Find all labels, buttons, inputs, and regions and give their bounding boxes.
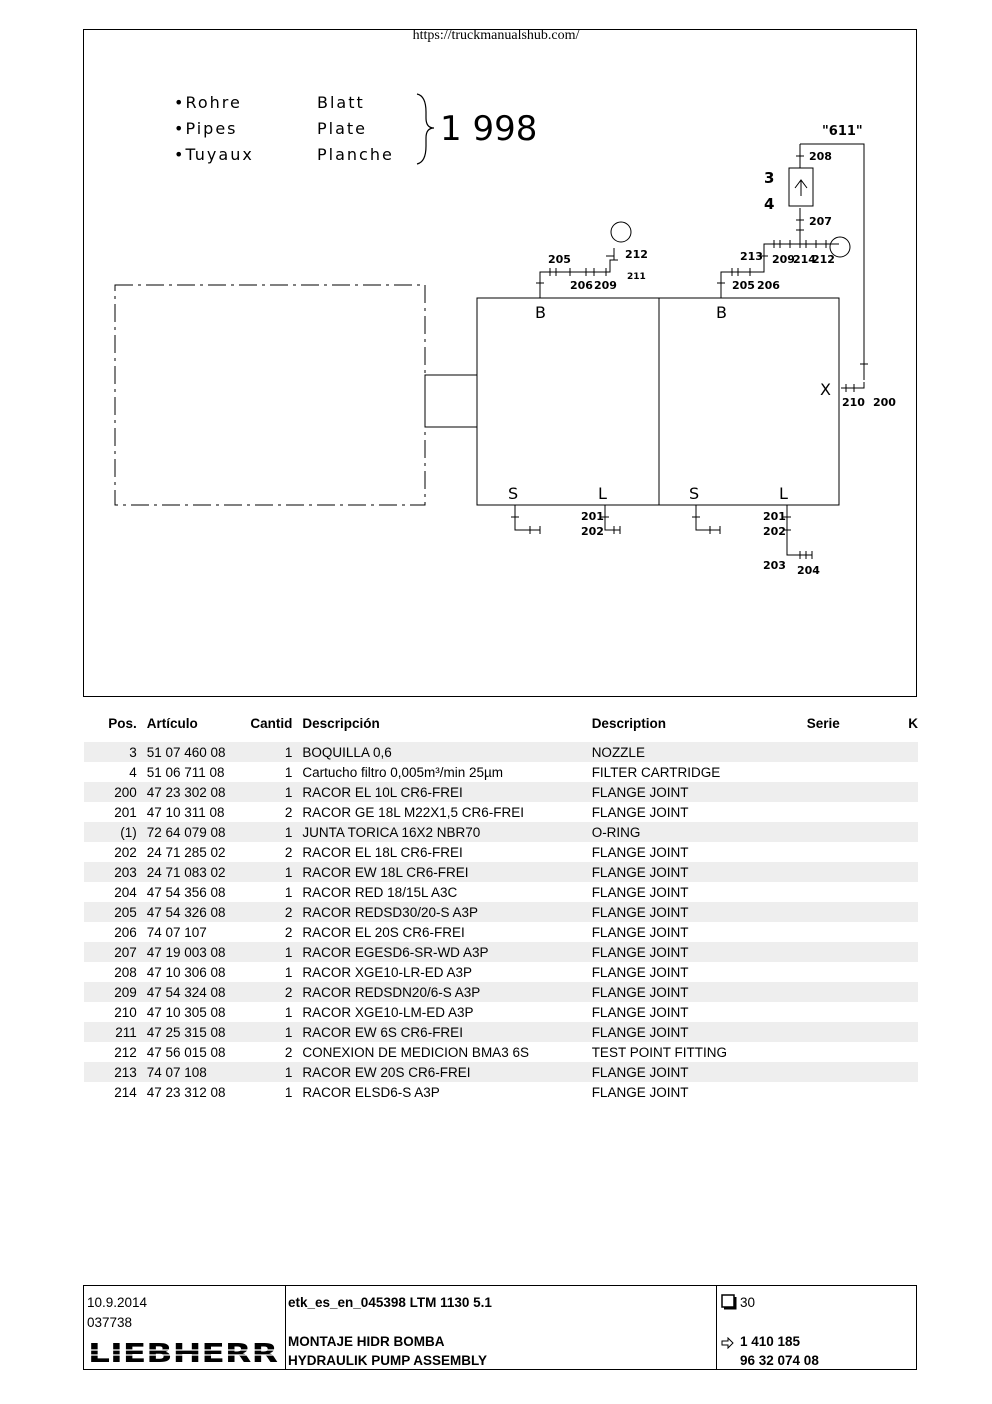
part-number: 96 32 074 08 [740, 1353, 819, 1368]
callout-4: 4 [764, 195, 775, 213]
table-row [84, 782, 918, 802]
cell-serie [807, 822, 906, 842]
cell-k [906, 1002, 918, 1022]
legend-en-sheet: Plate [317, 119, 368, 138]
header-serie: Serie [806, 715, 840, 731]
cell-articulo: 47 10 305 08 [146, 1004, 226, 1020]
cell-cantid: 1 [284, 1004, 293, 1020]
cell-descripcion: RACOR RED 18/15L A3C [302, 884, 458, 900]
callout-210: 210 [842, 396, 865, 409]
cell-k [906, 1082, 918, 1102]
page-icon [721, 1294, 737, 1310]
callout-201b: 201 [763, 510, 786, 523]
cell-pos: 211 [84, 1022, 147, 1042]
cell-articulo: 47 56 015 08 [146, 1044, 226, 1060]
cell-serie [807, 762, 906, 782]
callout-203: 203 [763, 559, 786, 572]
cell-pos: 210 [114, 1004, 137, 1020]
cell-description: FLANGE JOINT [592, 902, 807, 922]
cell-descripcion: CONEXION DE MEDICION BMA3 6S [302, 1044, 529, 1060]
cell-cantid: 2 [243, 902, 303, 922]
port-l1: L [598, 484, 607, 503]
title-block-middle [285, 1286, 717, 1369]
cell-k [906, 862, 918, 882]
table-row [84, 742, 918, 762]
cell-pos: 200 [84, 782, 147, 802]
callout-207: 207 [809, 215, 832, 228]
logo-text: LIEBHERR [88, 1342, 278, 1364]
table-row [84, 1042, 918, 1062]
port-b1: B [535, 303, 546, 322]
cell-cantid: 1 [243, 942, 303, 962]
cell-serie [807, 862, 906, 882]
legend-plate-number: 1 998 [440, 109, 538, 149]
port-x: X [820, 380, 831, 399]
port-s1: S [508, 484, 519, 503]
cell-cantid: 1 [284, 1084, 293, 1100]
print-date: 10.9.2014 [87, 1295, 148, 1310]
cell-pos: (1) [84, 822, 147, 842]
source-url: https://truckmanualshub.com/ [412, 28, 580, 43]
parts-table [84, 710, 918, 1102]
cell-articulo: 47 19 003 08 [147, 942, 243, 962]
assembly-title-es: MONTAJE HIDR BOMBA [288, 1334, 445, 1349]
cell-description: FLANGE JOINT [591, 1004, 689, 1020]
liebherr-logo [87, 1342, 279, 1364]
cell-descripcion: RACOR ELSD6-S A3P [302, 1084, 440, 1100]
cell-description: FLANGE JOINT [591, 804, 689, 820]
cell-descripcion: RACOR EL 18L CR6-FREI [302, 844, 463, 860]
table-row [84, 762, 918, 782]
pump-section-1 [477, 298, 659, 505]
cell-descripcion: RACOR GE 18L M22X1,5 CR6-FREI [302, 804, 524, 820]
cell-description: FLANGE JOINT [591, 964, 689, 980]
cell-articulo: 47 54 356 08 [146, 884, 226, 900]
cell-pos: 203 [84, 862, 147, 882]
arrow-right-icon [721, 1337, 735, 1349]
callout-209a: 209 [594, 279, 617, 292]
title-block [83, 1285, 917, 1370]
table-row [84, 922, 918, 942]
title-block-right [716, 1286, 916, 1369]
table-row [84, 1062, 918, 1082]
cell-cantid: 2 [284, 844, 293, 860]
table-row [84, 962, 918, 982]
document-reference: etk_es_en_045398 LTM 1130 5.1 [288, 1295, 492, 1310]
cell-descripcion: RACOR EW 20S CR6-FREI [302, 1062, 591, 1082]
diagram-canvas [84, 30, 916, 696]
cell-k [906, 782, 918, 802]
callout-214: 214 [793, 253, 816, 266]
table-row [84, 882, 918, 902]
cell-serie [807, 842, 906, 862]
cell-cantid: 1 [243, 1022, 303, 1042]
cell-pos: 3 [84, 742, 147, 762]
table-header-row [84, 710, 918, 736]
legend-en-label: •Pipes [174, 119, 238, 138]
cell-pos: 202 [114, 844, 137, 860]
diagram-legend [174, 93, 537, 164]
cell-descripcion: JUNTA TORICA 16X2 NBR70 [302, 822, 591, 842]
cell-k [906, 882, 918, 902]
callout-202a: 202 [581, 525, 604, 538]
cell-cantid: 2 [284, 924, 293, 940]
callout-205b: 205 [732, 279, 755, 292]
cell-serie [807, 1062, 906, 1082]
cell-cantid: 2 [243, 982, 303, 1002]
table-row [84, 842, 918, 862]
table-row [84, 1082, 918, 1102]
cell-pos: 205 [84, 902, 147, 922]
callout-205a: 205 [548, 253, 571, 266]
cell-descripcion: RACOR EGESD6-SR-WD A3P [302, 942, 591, 962]
callout-213: 213 [740, 250, 763, 263]
cell-serie [807, 922, 906, 942]
cell-serie [807, 882, 906, 902]
assembly-title-en: HYDRAULIK PUMP ASSEMBLY [288, 1353, 488, 1368]
table-row [84, 1022, 918, 1042]
cell-articulo: 47 54 324 08 [147, 982, 243, 1002]
legend-de-sheet: Blatt [317, 93, 365, 112]
cell-description: FLANGE JOINT [592, 1022, 807, 1042]
cell-articulo: 47 23 312 08 [146, 1084, 226, 1100]
cell-articulo: 24 71 285 02 [146, 844, 226, 860]
cell-descripcion: RACOR XGE10-LM-ED A3P [302, 1004, 474, 1020]
cell-description: FLANGE JOINT [592, 1062, 807, 1082]
table-row [84, 1002, 918, 1022]
title-block-left [84, 1286, 286, 1369]
cell-description: FLANGE JOINT [591, 884, 689, 900]
cell-descripcion: RACOR EW 18L CR6-FREI [302, 862, 591, 882]
cell-articulo: 47 54 326 08 [147, 902, 243, 922]
port-s2: S [689, 484, 700, 503]
cell-cantid: 1 [284, 764, 293, 780]
cell-serie [807, 742, 906, 762]
cell-cantid: 2 [284, 804, 293, 820]
hydraulic-diagram [83, 29, 917, 697]
cell-description: FILTER CARTRIDGE [591, 764, 721, 780]
reference-number: 1 410 185 [740, 1334, 801, 1349]
legend-fr-sheet: Planche [317, 145, 394, 164]
cell-articulo: 24 71 083 02 [147, 862, 243, 882]
callout-204: 204 [797, 564, 820, 577]
cell-pos: 206 [114, 924, 137, 940]
pump-section-2 [659, 298, 839, 505]
cell-k [906, 922, 918, 942]
cell-articulo: 51 07 460 08 [147, 742, 243, 762]
callout-212a: 212 [625, 248, 648, 261]
cell-descripcion: RACOR EW 6S CR6-FREI [302, 1022, 591, 1042]
cell-pos: 212 [114, 1044, 137, 1060]
cell-descripcion: RACOR EL 10L CR6-FREI [302, 782, 591, 802]
table-row [84, 822, 918, 842]
cell-serie [807, 1002, 906, 1022]
cell-description: FLANGE JOINT [591, 924, 689, 940]
cell-k [906, 962, 918, 982]
header-cantid: Cantid [250, 715, 293, 731]
callout-201a: 201 [581, 510, 604, 523]
cell-articulo: 47 10 306 08 [146, 964, 226, 980]
cell-descripcion: Cartucho filtro 0,005m³/min 25µm [302, 764, 504, 780]
header-k: K [908, 715, 918, 731]
cell-k [906, 802, 918, 822]
table-row [84, 942, 918, 962]
cell-description: O-RING [592, 822, 807, 842]
cell-descripcion: RACOR REDSD30/20-S A3P [302, 902, 591, 922]
cell-pos: 214 [114, 1084, 137, 1100]
pump-coupling [425, 375, 477, 427]
callout-206a: 206 [570, 279, 593, 292]
cell-articulo: 72 64 079 08 [147, 822, 243, 842]
legend-de-label: •Rohre [174, 93, 242, 112]
cell-articulo: 47 23 302 08 [147, 782, 243, 802]
cell-k [906, 902, 918, 922]
header-articulo: Artículo [146, 715, 198, 731]
cell-cantid: 2 [284, 1044, 293, 1060]
page-number: 30 [740, 1295, 756, 1310]
table-row [84, 902, 918, 922]
cell-serie [807, 782, 906, 802]
callout-212b: 212 [812, 253, 835, 266]
cell-serie [807, 982, 906, 1002]
motor-outline [115, 285, 425, 505]
cell-k [906, 942, 918, 962]
cell-description: FLANGE JOINT [591, 844, 689, 860]
cell-serie [807, 902, 906, 922]
cell-serie [807, 1022, 906, 1042]
callout-200: 200 [873, 396, 896, 409]
cell-k [906, 842, 918, 862]
cell-description: NOZZLE [592, 742, 807, 762]
cell-serie [807, 802, 906, 822]
cell-pos: 207 [84, 942, 147, 962]
cell-pos: 4 [129, 764, 137, 780]
cell-articulo: 47 25 315 08 [147, 1022, 243, 1042]
cell-pos: 208 [114, 964, 137, 980]
document-code: 037738 [87, 1315, 133, 1330]
cell-cantid: 1 [243, 862, 303, 882]
cell-k [906, 982, 918, 1002]
cell-k [906, 822, 918, 842]
cell-description: FLANGE JOINT [592, 942, 807, 962]
cell-cantid: 1 [243, 822, 303, 842]
cell-serie [807, 1082, 906, 1102]
cell-articulo: 74 07 107 [146, 924, 207, 940]
table-row [84, 862, 918, 882]
cell-k [906, 742, 918, 762]
callout-209b: 209 [772, 253, 795, 266]
cell-description: TEST POINT FITTING [591, 1044, 727, 1060]
cell-descripcion: RACOR EL 20S CR6-FREI [302, 924, 465, 940]
pipe-b2-assembly [717, 144, 868, 392]
cell-k [906, 762, 918, 782]
callout-208: 208 [809, 150, 832, 163]
cell-cantid: 1 [243, 782, 303, 802]
cell-description: FLANGE JOINT [592, 862, 807, 882]
callout-211: 211 [627, 272, 646, 282]
legend-fr-label: •Tuyaux [174, 145, 254, 164]
cell-cantid: 1 [284, 884, 293, 900]
cell-pos: 213 [84, 1062, 147, 1082]
table-row [84, 982, 918, 1002]
cell-serie [807, 1042, 906, 1062]
port-b2: B [716, 303, 727, 322]
cell-cantid: 1 [284, 964, 293, 980]
cell-pos: 201 [114, 804, 137, 820]
cell-cantid: 1 [243, 1062, 303, 1082]
cell-k [906, 1022, 918, 1042]
cell-descripcion: BOQUILLA 0,6 [302, 742, 591, 762]
header-description: Description [591, 715, 666, 731]
header-descripcion: Descripción [302, 715, 380, 731]
callout-3: 3 [764, 169, 775, 187]
header-pos: Pos. [108, 715, 137, 731]
cell-descripcion: RACOR XGE10-LR-ED A3P [302, 964, 472, 980]
cell-articulo: 74 07 108 [147, 1062, 243, 1082]
cell-serie [807, 942, 906, 962]
cell-pos: 204 [114, 884, 137, 900]
cell-serie [807, 962, 906, 982]
port-l2: L [779, 484, 788, 503]
parts-table-body [84, 742, 918, 1102]
callout-206b: 206 [757, 279, 780, 292]
ref-611: "611" [822, 124, 863, 139]
table-row [84, 802, 918, 822]
cell-description: FLANGE JOINT [592, 782, 807, 802]
cell-descripcion: RACOR REDSDN20/6-S A3P [302, 982, 591, 1002]
cell-pos: 209 [84, 982, 147, 1002]
cell-articulo: 51 06 711 08 [146, 764, 225, 780]
callout-202b: 202 [763, 525, 786, 538]
cell-k [906, 1062, 918, 1082]
cell-k [906, 1042, 918, 1062]
legend-brace [417, 94, 434, 164]
cell-description: FLANGE JOINT [591, 1084, 689, 1100]
cell-cantid: 1 [243, 742, 303, 762]
cell-articulo: 47 10 311 08 [146, 804, 225, 820]
cell-description: FLANGE JOINT [592, 982, 807, 1002]
